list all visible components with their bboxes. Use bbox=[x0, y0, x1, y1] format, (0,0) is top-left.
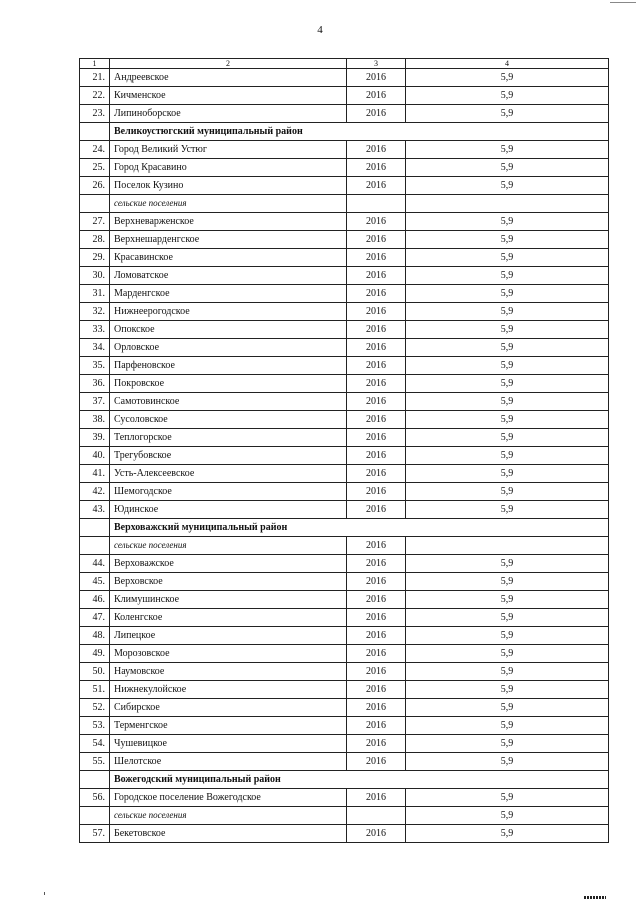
empty-cell bbox=[80, 537, 110, 555]
settlement-name: Теплогорское bbox=[110, 429, 347, 447]
settlement-name: Трегубовское bbox=[110, 447, 347, 465]
row-number: 35. bbox=[80, 357, 110, 375]
year-cell: 2016 bbox=[347, 375, 406, 393]
table-row bbox=[80, 267, 609, 285]
row-number: 30. bbox=[80, 267, 110, 285]
table-row bbox=[80, 285, 609, 303]
row-number: 23. bbox=[80, 105, 110, 123]
row-number: 55. bbox=[80, 753, 110, 771]
year-cell: 2016 bbox=[347, 231, 406, 249]
rate-value: 5,9 bbox=[406, 465, 609, 483]
year-cell: 2016 bbox=[347, 717, 406, 735]
subsection-label: сельские поселения bbox=[110, 195, 347, 213]
settlement-name: Покровское bbox=[110, 375, 347, 393]
rate-value: 5,9 bbox=[406, 393, 609, 411]
settlement-name: Терменгское bbox=[110, 717, 347, 735]
district-heading: Верховажский муниципальный район bbox=[110, 519, 609, 537]
year-cell: 2016 bbox=[347, 267, 406, 285]
row-number: 50. bbox=[80, 663, 110, 681]
rate-value: 5,9 bbox=[406, 753, 609, 771]
rate-value: 5,9 bbox=[406, 555, 609, 573]
year-cell: 2016 bbox=[347, 753, 406, 771]
year-cell: 2016 bbox=[347, 429, 406, 447]
year-cell: 2016 bbox=[347, 321, 406, 339]
table-row bbox=[80, 411, 609, 429]
rate-value: 5,9 bbox=[406, 789, 609, 807]
settlement-name: Город Красавино bbox=[110, 159, 347, 177]
rate-value: 5,9 bbox=[406, 645, 609, 663]
year-cell: 2016 bbox=[347, 357, 406, 375]
year-cell: 2016 bbox=[347, 285, 406, 303]
row-number: 43. bbox=[80, 501, 110, 519]
rate-value: 5,9 bbox=[406, 249, 609, 267]
settlement-name: Андреевское bbox=[110, 69, 347, 87]
year-cell bbox=[347, 195, 406, 213]
year-cell: 2016 bbox=[347, 447, 406, 465]
table-row bbox=[80, 447, 609, 465]
settlement-name: Ломоватское bbox=[110, 267, 347, 285]
page-number: 4 bbox=[317, 24, 323, 36]
table-row bbox=[80, 483, 609, 501]
row-number: 56. bbox=[80, 789, 110, 807]
subsection-row bbox=[80, 807, 609, 825]
subsection-label: сельские поселения bbox=[110, 537, 347, 555]
column-header: 4 bbox=[406, 59, 609, 69]
year-cell: 2016 bbox=[347, 69, 406, 87]
table-row bbox=[80, 429, 609, 447]
rate-value: 5,9 bbox=[406, 411, 609, 429]
year-cell: 2016 bbox=[347, 591, 406, 609]
row-number: 25. bbox=[80, 159, 110, 177]
year-cell: 2016 bbox=[347, 159, 406, 177]
scan-artifact bbox=[584, 896, 606, 899]
year-cell: 2016 bbox=[347, 483, 406, 501]
table-row bbox=[80, 465, 609, 483]
table-row bbox=[80, 105, 609, 123]
rate-value: 5,9 bbox=[406, 231, 609, 249]
subsection-label: сельские поселения bbox=[110, 807, 347, 825]
table-row bbox=[80, 375, 609, 393]
rate-value: 5,9 bbox=[406, 267, 609, 285]
table-row bbox=[80, 717, 609, 735]
year-cell: 2016 bbox=[347, 87, 406, 105]
settlement-name: Верховажское bbox=[110, 555, 347, 573]
settlement-name: Верхнешарденгское bbox=[110, 231, 347, 249]
settlement-name: Поселок Кузино bbox=[110, 177, 347, 195]
rate-value: 5,9 bbox=[406, 321, 609, 339]
settlement-name: Липиноборское bbox=[110, 105, 347, 123]
row-number: 40. bbox=[80, 447, 110, 465]
rates-table bbox=[79, 58, 609, 843]
year-cell: 2016 bbox=[347, 627, 406, 645]
table-row bbox=[80, 177, 609, 195]
year-cell: 2016 bbox=[347, 735, 406, 753]
rate-value: 5,9 bbox=[406, 573, 609, 591]
table-row bbox=[80, 141, 609, 159]
column-header: 3 bbox=[347, 59, 406, 69]
row-number: 44. bbox=[80, 555, 110, 573]
rate-value: 5,9 bbox=[406, 483, 609, 501]
rate-value: 5,9 bbox=[406, 429, 609, 447]
year-cell: 2016 bbox=[347, 645, 406, 663]
year-cell: 2016 bbox=[347, 663, 406, 681]
year-cell: 2016 bbox=[347, 789, 406, 807]
rate-value: 5,9 bbox=[406, 681, 609, 699]
rate-value: 5,9 bbox=[406, 141, 609, 159]
year-cell: 2016 bbox=[347, 501, 406, 519]
rate-value: 5,9 bbox=[406, 717, 609, 735]
row-number: 41. bbox=[80, 465, 110, 483]
table-row bbox=[80, 573, 609, 591]
row-number: 32. bbox=[80, 303, 110, 321]
settlement-name: Сусоловское bbox=[110, 411, 347, 429]
year-cell: 2016 bbox=[347, 177, 406, 195]
settlement-name: Кичменское bbox=[110, 87, 347, 105]
rate-value: 5,9 bbox=[406, 105, 609, 123]
settlement-name: Верховское bbox=[110, 573, 347, 591]
settlement-name: Нижнекулойское bbox=[110, 681, 347, 699]
row-number: 24. bbox=[80, 141, 110, 159]
rate-value: 5,9 bbox=[406, 159, 609, 177]
settlement-name: Шемогодское bbox=[110, 483, 347, 501]
table-row bbox=[80, 69, 609, 87]
table-row bbox=[80, 663, 609, 681]
row-number: 34. bbox=[80, 339, 110, 357]
table-row bbox=[80, 681, 609, 699]
year-cell: 2016 bbox=[347, 213, 406, 231]
row-number: 38. bbox=[80, 411, 110, 429]
table-row bbox=[80, 87, 609, 105]
table-row bbox=[80, 753, 609, 771]
rate-value: 5,9 bbox=[406, 339, 609, 357]
year-cell: 2016 bbox=[347, 465, 406, 483]
settlement-name: Бекетовское bbox=[110, 825, 347, 843]
section-row bbox=[80, 771, 609, 789]
table-body bbox=[80, 59, 609, 843]
table-row bbox=[80, 627, 609, 645]
district-heading: Великоустюгский муниципальный район bbox=[110, 123, 609, 141]
rate-value: 5,9 bbox=[406, 627, 609, 645]
column-header-row bbox=[80, 59, 609, 69]
empty-cell bbox=[80, 195, 110, 213]
table-row bbox=[80, 249, 609, 267]
year-cell: 2016 bbox=[347, 681, 406, 699]
row-number: 27. bbox=[80, 213, 110, 231]
year-cell: 2016 bbox=[347, 609, 406, 627]
table-row bbox=[80, 393, 609, 411]
year-cell: 2016 bbox=[347, 573, 406, 591]
row-number: 46. bbox=[80, 591, 110, 609]
rate-value: 5,9 bbox=[406, 699, 609, 717]
settlement-name: Парфеновское bbox=[110, 357, 347, 375]
table-row bbox=[80, 609, 609, 627]
row-number: 51. bbox=[80, 681, 110, 699]
table-row bbox=[80, 231, 609, 249]
settlement-name: Марденгское bbox=[110, 285, 347, 303]
row-number: 39. bbox=[80, 429, 110, 447]
year-cell: 2016 bbox=[347, 249, 406, 267]
year-cell: 2016 bbox=[347, 303, 406, 321]
row-number: 49. bbox=[80, 645, 110, 663]
scan-artifact bbox=[610, 2, 636, 3]
table-row bbox=[80, 159, 609, 177]
row-number: 37. bbox=[80, 393, 110, 411]
settlement-name: Усть-Алексеевское bbox=[110, 465, 347, 483]
rate-value bbox=[406, 537, 609, 555]
settlement-name: Опокское bbox=[110, 321, 347, 339]
rate-value: 5,9 bbox=[406, 825, 609, 843]
year-cell: 2016 bbox=[347, 339, 406, 357]
rate-value bbox=[406, 195, 609, 213]
district-heading: Вожегодский муниципальный район bbox=[110, 771, 609, 789]
table-row bbox=[80, 645, 609, 663]
row-number: 26. bbox=[80, 177, 110, 195]
settlement-name: Климушинское bbox=[110, 591, 347, 609]
settlement-name: Чушевицкое bbox=[110, 735, 347, 753]
rate-value: 5,9 bbox=[406, 285, 609, 303]
table-row bbox=[80, 213, 609, 231]
scan-artifact bbox=[44, 892, 45, 895]
empty-cell bbox=[80, 807, 110, 825]
row-number: 21. bbox=[80, 69, 110, 87]
table-row bbox=[80, 303, 609, 321]
year-cell: 2016 bbox=[347, 105, 406, 123]
year-cell: 2016 bbox=[347, 825, 406, 843]
subsection-row bbox=[80, 537, 609, 555]
table-row bbox=[80, 357, 609, 375]
year-cell bbox=[347, 807, 406, 825]
rate-value: 5,9 bbox=[406, 735, 609, 753]
row-number: 22. bbox=[80, 87, 110, 105]
row-number: 54. bbox=[80, 735, 110, 753]
row-number: 52. bbox=[80, 699, 110, 717]
rate-value: 5,9 bbox=[406, 375, 609, 393]
rate-value: 5,9 bbox=[406, 663, 609, 681]
column-header: 1 bbox=[80, 59, 110, 69]
settlement-name: Город Великий Устюг bbox=[110, 141, 347, 159]
settlement-name: Верхневарженское bbox=[110, 213, 347, 231]
rate-value: 5,9 bbox=[406, 357, 609, 375]
settlement-name: Красавинское bbox=[110, 249, 347, 267]
column-header: 2 bbox=[110, 59, 347, 69]
settlement-name: Городское поселение Вожегодское bbox=[110, 789, 347, 807]
table-row bbox=[80, 699, 609, 717]
year-cell: 2016 bbox=[347, 537, 406, 555]
year-cell: 2016 bbox=[347, 393, 406, 411]
row-number: 57. bbox=[80, 825, 110, 843]
section-row bbox=[80, 519, 609, 537]
row-number: 48. bbox=[80, 627, 110, 645]
year-cell: 2016 bbox=[347, 411, 406, 429]
rate-value: 5,9 bbox=[406, 447, 609, 465]
rate-value: 5,9 bbox=[406, 69, 609, 87]
row-number: 45. bbox=[80, 573, 110, 591]
section-row bbox=[80, 123, 609, 141]
row-number: 53. bbox=[80, 717, 110, 735]
table-row bbox=[80, 735, 609, 753]
settlement-name: Сибирское bbox=[110, 699, 347, 717]
settlement-name: Липецкое bbox=[110, 627, 347, 645]
year-cell: 2016 bbox=[347, 141, 406, 159]
table-row bbox=[80, 789, 609, 807]
table-row bbox=[80, 825, 609, 843]
table-row bbox=[80, 339, 609, 357]
table-row bbox=[80, 591, 609, 609]
rate-value: 5,9 bbox=[406, 501, 609, 519]
row-number: 47. bbox=[80, 609, 110, 627]
rate-value: 5,9 bbox=[406, 609, 609, 627]
row-number: 29. bbox=[80, 249, 110, 267]
year-cell: 2016 bbox=[347, 699, 406, 717]
year-cell: 2016 bbox=[347, 555, 406, 573]
rate-value: 5,9 bbox=[406, 591, 609, 609]
table-row bbox=[80, 501, 609, 519]
settlement-name: Наумовское bbox=[110, 663, 347, 681]
empty-cell bbox=[80, 771, 110, 789]
settlement-name: Самотовинское bbox=[110, 393, 347, 411]
settlement-name: Орловское bbox=[110, 339, 347, 357]
row-number: 28. bbox=[80, 231, 110, 249]
table-row bbox=[80, 321, 609, 339]
row-number: 31. bbox=[80, 285, 110, 303]
settlement-name: Нижнеерогодское bbox=[110, 303, 347, 321]
rate-value: 5,9 bbox=[406, 213, 609, 231]
empty-cell bbox=[80, 123, 110, 141]
settlement-name: Юдинское bbox=[110, 501, 347, 519]
settlement-name: Шелотское bbox=[110, 753, 347, 771]
rate-value: 5,9 bbox=[406, 87, 609, 105]
empty-cell bbox=[80, 519, 110, 537]
row-number: 33. bbox=[80, 321, 110, 339]
subsection-row bbox=[80, 195, 609, 213]
rate-value: 5,9 bbox=[406, 303, 609, 321]
table-row bbox=[80, 555, 609, 573]
row-number: 42. bbox=[80, 483, 110, 501]
settlement-name: Морозовское bbox=[110, 645, 347, 663]
rate-value: 5,9 bbox=[406, 807, 609, 825]
row-number: 36. bbox=[80, 375, 110, 393]
settlement-name: Коленгское bbox=[110, 609, 347, 627]
rate-value: 5,9 bbox=[406, 177, 609, 195]
